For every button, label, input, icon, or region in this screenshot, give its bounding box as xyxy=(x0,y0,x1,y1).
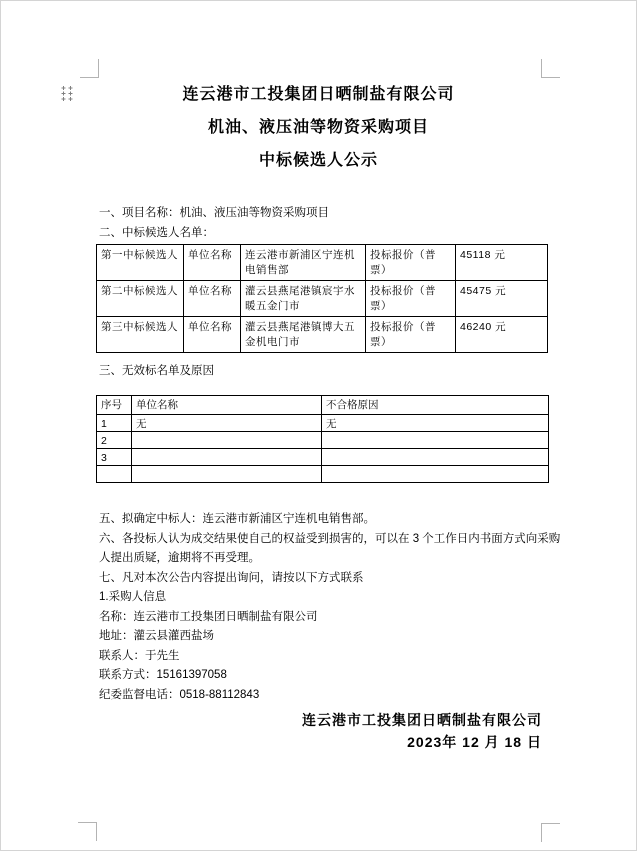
table-cell: 无 xyxy=(322,415,549,432)
section-3-heading-block xyxy=(99,362,214,382)
margin-crop-mark-bottom-right xyxy=(541,823,560,842)
table-cell: 单位名称 xyxy=(184,317,241,353)
table-header-row xyxy=(97,396,549,415)
table-cell: 第三中标候选人 xyxy=(97,317,184,353)
table-cell: 连云港市新浦区宁连机电销售部 xyxy=(241,245,366,281)
table-row xyxy=(97,281,548,317)
section-3-invalid-bids-heading: 三、无效标名单及原因 xyxy=(99,365,214,377)
buyer-info-heading: 1.采购人信息 xyxy=(99,591,167,603)
signature-block xyxy=(302,709,542,753)
table-cell xyxy=(97,466,132,483)
section-7-contact-notice: 七、凡对本次公告内容提出询问，请按以下方式联系 xyxy=(99,571,364,584)
section-5-proposed-winner: 五、拟确定中标人：连云港市新浦区宁连机电销售部。 xyxy=(99,513,375,525)
table-row xyxy=(97,466,549,483)
table-row xyxy=(97,415,549,432)
table-cell: 无 xyxy=(132,415,322,432)
table-cell: 投标报价（普票） xyxy=(366,281,456,317)
table-cell xyxy=(132,449,322,466)
doc-title-line-3: 中标候选人公示 xyxy=(258,152,378,169)
contact-phone-line: 联系方式：15161397058 xyxy=(99,669,227,681)
table-header-cell: 单位名称 xyxy=(132,396,322,415)
table-cell xyxy=(322,432,549,449)
table-cell: 45475 元 xyxy=(456,281,548,317)
table-cell: 3 xyxy=(97,449,132,466)
intro-paragraphs xyxy=(99,204,561,243)
margin-crop-mark-top-left xyxy=(80,59,99,78)
supervision-phone-line: 纪委监督电话：0518-88112843 xyxy=(99,688,260,701)
table-cell xyxy=(132,466,322,483)
footer-company-name: 连云港市工投集团日晒制盐有限公司 xyxy=(302,712,542,728)
winner-candidates-table xyxy=(96,244,548,353)
table-row xyxy=(97,245,548,281)
table-cell: 2 xyxy=(97,432,132,449)
invalid-bids-table xyxy=(96,395,549,483)
table-cell: 第一中标候选人 xyxy=(97,245,184,281)
table-row xyxy=(97,317,548,353)
table-cell: 1 xyxy=(97,415,132,432)
section-6-objection-notice: 六、各投标人认为成交结果使自己的权益受到损害的，可以在 3 个工作日内书面方式向采购人提出质疑，逾期将不再受理。 xyxy=(99,532,561,564)
doc-title-line-1: 连云港市工投集团日晒制盐有限公司 xyxy=(182,86,455,103)
table-header-cell: 不合格原因 xyxy=(322,396,549,415)
table-cell: 46240 元 xyxy=(456,317,548,353)
footer-date: 2023年 12 月 18 日 xyxy=(407,734,542,750)
table-cell: 灌云县燕尾港镇宸宇水暖五金门市 xyxy=(241,281,366,317)
section-2-winner-list-heading: 二、中标候选人名单： xyxy=(99,226,214,239)
table-cell xyxy=(322,466,549,483)
table-cell: 单位名称 xyxy=(184,281,241,317)
table-cell: 第二中标候选人 xyxy=(97,281,184,317)
body-paragraphs xyxy=(99,510,561,705)
table-cell: 投标报价（普票） xyxy=(366,317,456,353)
table-cell: 投标报价（普票） xyxy=(366,245,456,281)
contact-person-line: 联系人：于先生 xyxy=(99,649,180,662)
table-row xyxy=(97,432,549,449)
table-cell: 45118 元 xyxy=(456,245,548,281)
table-cell xyxy=(132,432,322,449)
table-header-cell: 序号 xyxy=(97,396,132,415)
margin-crop-mark-top-right xyxy=(541,59,560,78)
table-cell xyxy=(322,449,549,466)
document-title-block xyxy=(1,85,636,184)
table-row xyxy=(97,449,549,466)
table-cell: 灌云县燕尾港镇博大五金机电门市 xyxy=(241,317,366,353)
contact-address-line: 地址：灌云县灌西盐场 xyxy=(99,630,214,642)
contact-name-line: 名称：连云港市工投集团日晒制盐有限公司 xyxy=(99,610,318,623)
doc-title-line-2: 机油、液压油等物资采购项目 xyxy=(207,119,429,136)
margin-crop-mark-bottom-left xyxy=(78,822,97,841)
section-1-project-name: 一、项目名称：机油、液压油等物资采购项目 xyxy=(99,207,329,219)
table-cell: 单位名称 xyxy=(184,245,241,281)
